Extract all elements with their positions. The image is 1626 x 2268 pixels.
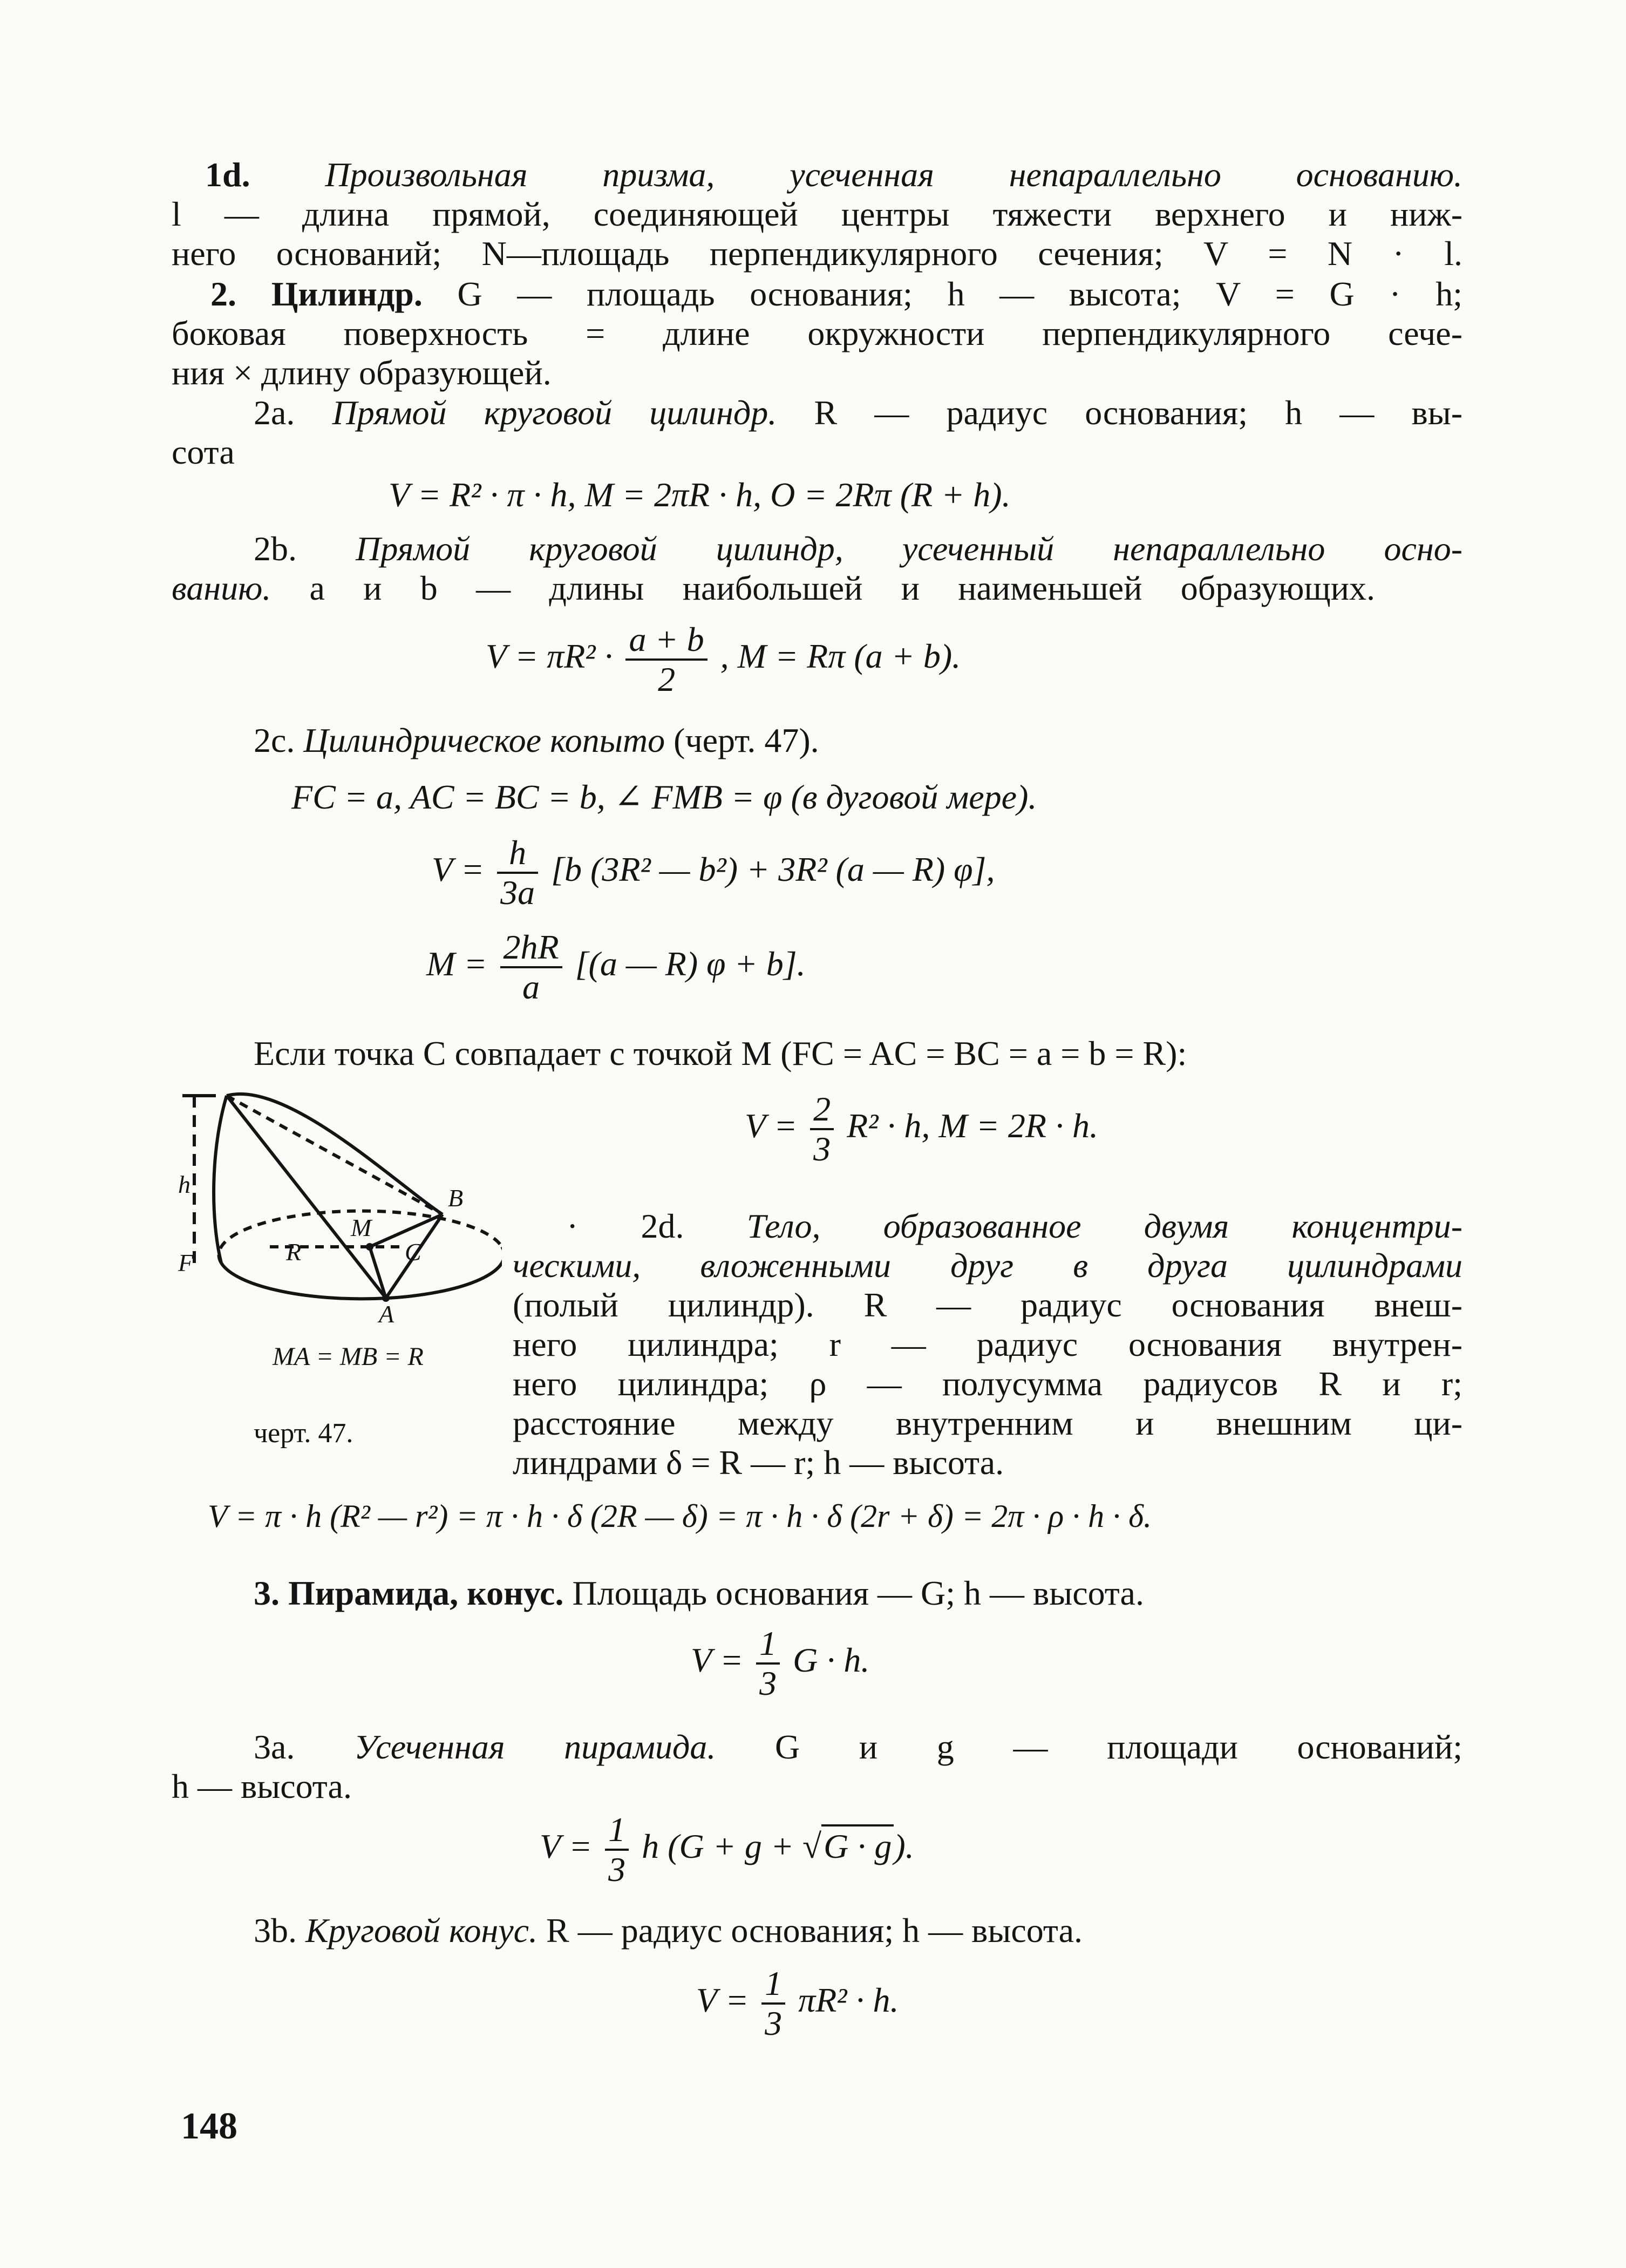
label-m: M [351,1214,372,1241]
p2d-line5: него цилиндра; ρ — полусумма радиусов R и r; [513,1364,1462,1403]
p2d-line4: него цилиндра; r — радиус основания внутрен- [513,1325,1462,1363]
p1d-line1: 1d. Произвольная призма, усеченная непараллельно основанию. [205,155,1463,194]
p2c-surface: M = $\frac{2hR}{a}$ [(a — R) φ + b]. [426,928,806,1007]
p3a-formula: V = $\frac{1}{3}$ h (G + g + √G · g). [540,1810,914,1889]
p3-formula: V = $\frac{1}{3}$ G · h. [691,1624,870,1703]
p2d-line1: · 2d. Тело, образованное двумя концентри- [567,1207,1462,1245]
label-c: C [405,1238,421,1266]
base-front-arc [221,1247,502,1299]
p3a-line1: 3a. Усеченная пирамида. G и g — площади оснований; [254,1728,1463,1766]
p3-heading: 3. Пирамида, конус. Площадь основания — G; h — высота. [254,1574,1144,1612]
p2b-line1: 2b. Прямой круговой цилиндр, усеченный непараллельно осно- [254,529,1462,568]
p2c-special-case: Если точка C совпадает с точкой M (FC = AC = BC = a = b = R): [254,1034,1187,1072]
figure-note: MA = MB = R [273,1342,424,1371]
p2-line1: 2. Цилиндр. G — площадь основания; h — высота; V = G · h; [210,275,1463,313]
p1d-line3: него оснований; N—площадь перпендикулярного сечения; V = N · l. [172,234,1462,273]
p2c-conditions: FC = a, AC = BC = b, ∠ FMB = φ (в дуговой мере). [291,778,1037,816]
figure-caption: черт. 47. [254,1418,353,1449]
p3b-formula: V = $\frac{1}{3}$ πR² · h. [696,1964,899,2043]
p2d-line2: ческими, вложенными друг в друга цилиндрами [513,1246,1462,1285]
label-f: F [178,1249,194,1276]
p2a-line1: 2a. Прямой круговой цилиндр. R — радиус основания; h — вы- [254,393,1463,432]
p2-line2: боковая поверхность = длине окружности перпендикулярного сече- [172,314,1462,352]
p3a-line2: h — высота. [172,1767,352,1805]
p2b-fraction: $\frac{a + b}{2}$ [625,621,707,699]
label-h: h [178,1171,191,1198]
p2d-formula: V = π · h (R² — r²) = π · h · δ (2R — δ) = π · h · δ (2r + δ) = 2π · ρ · h · δ. [208,1498,1152,1534]
p2c-special-formula: V = $\frac{2}{3}$ R² · h, M = 2R · h. [745,1090,1098,1169]
p3b-heading: 3b. Круговой конус. R — радиус основания; h — высота. [254,1911,1083,1950]
p2d-line7: линдрами δ = R — r; h — высота. [513,1443,1004,1482]
p1d-line2: l — длина прямой, соединяющей центры тяжести верхнего и ниж- [172,195,1462,233]
p2b-line2: ванию. a и b — длины наибольшей и наименьшей образующих. [172,569,1376,607]
p2d-line3: (полый цилиндр). R — радиус основания внеш- [513,1286,1462,1324]
label-b: B [448,1184,464,1212]
p2a-formula: V = R² · π · h, M = 2πR · h, O = 2Rπ (R + h). [389,476,1011,514]
p2c-heading: 2c. Цилиндрическое копыто (черт. 47). [254,721,819,759]
p2b-formula: V = πR² · $\frac{a + b}{2}$ , M = Rπ (a + b). [486,620,961,699]
p2c-volume: V = $\frac{h}{3a}$ [b (3R² — b²) + 3R² (a — R) φ], [432,833,995,912]
p2-line3: ния × длину образующей. [172,354,552,392]
p2d-line6: расстояние между внутренним и внешним ци- [513,1404,1462,1442]
p2a-line2: сота [172,433,235,471]
page-number: 148 [181,2106,237,2147]
hoof-left-edge [214,1096,227,1263]
cylindrical-hoof-figure [178,1085,502,1387]
point-m [366,1243,373,1251]
label-a: A [379,1300,394,1328]
label-r: R [286,1238,302,1266]
